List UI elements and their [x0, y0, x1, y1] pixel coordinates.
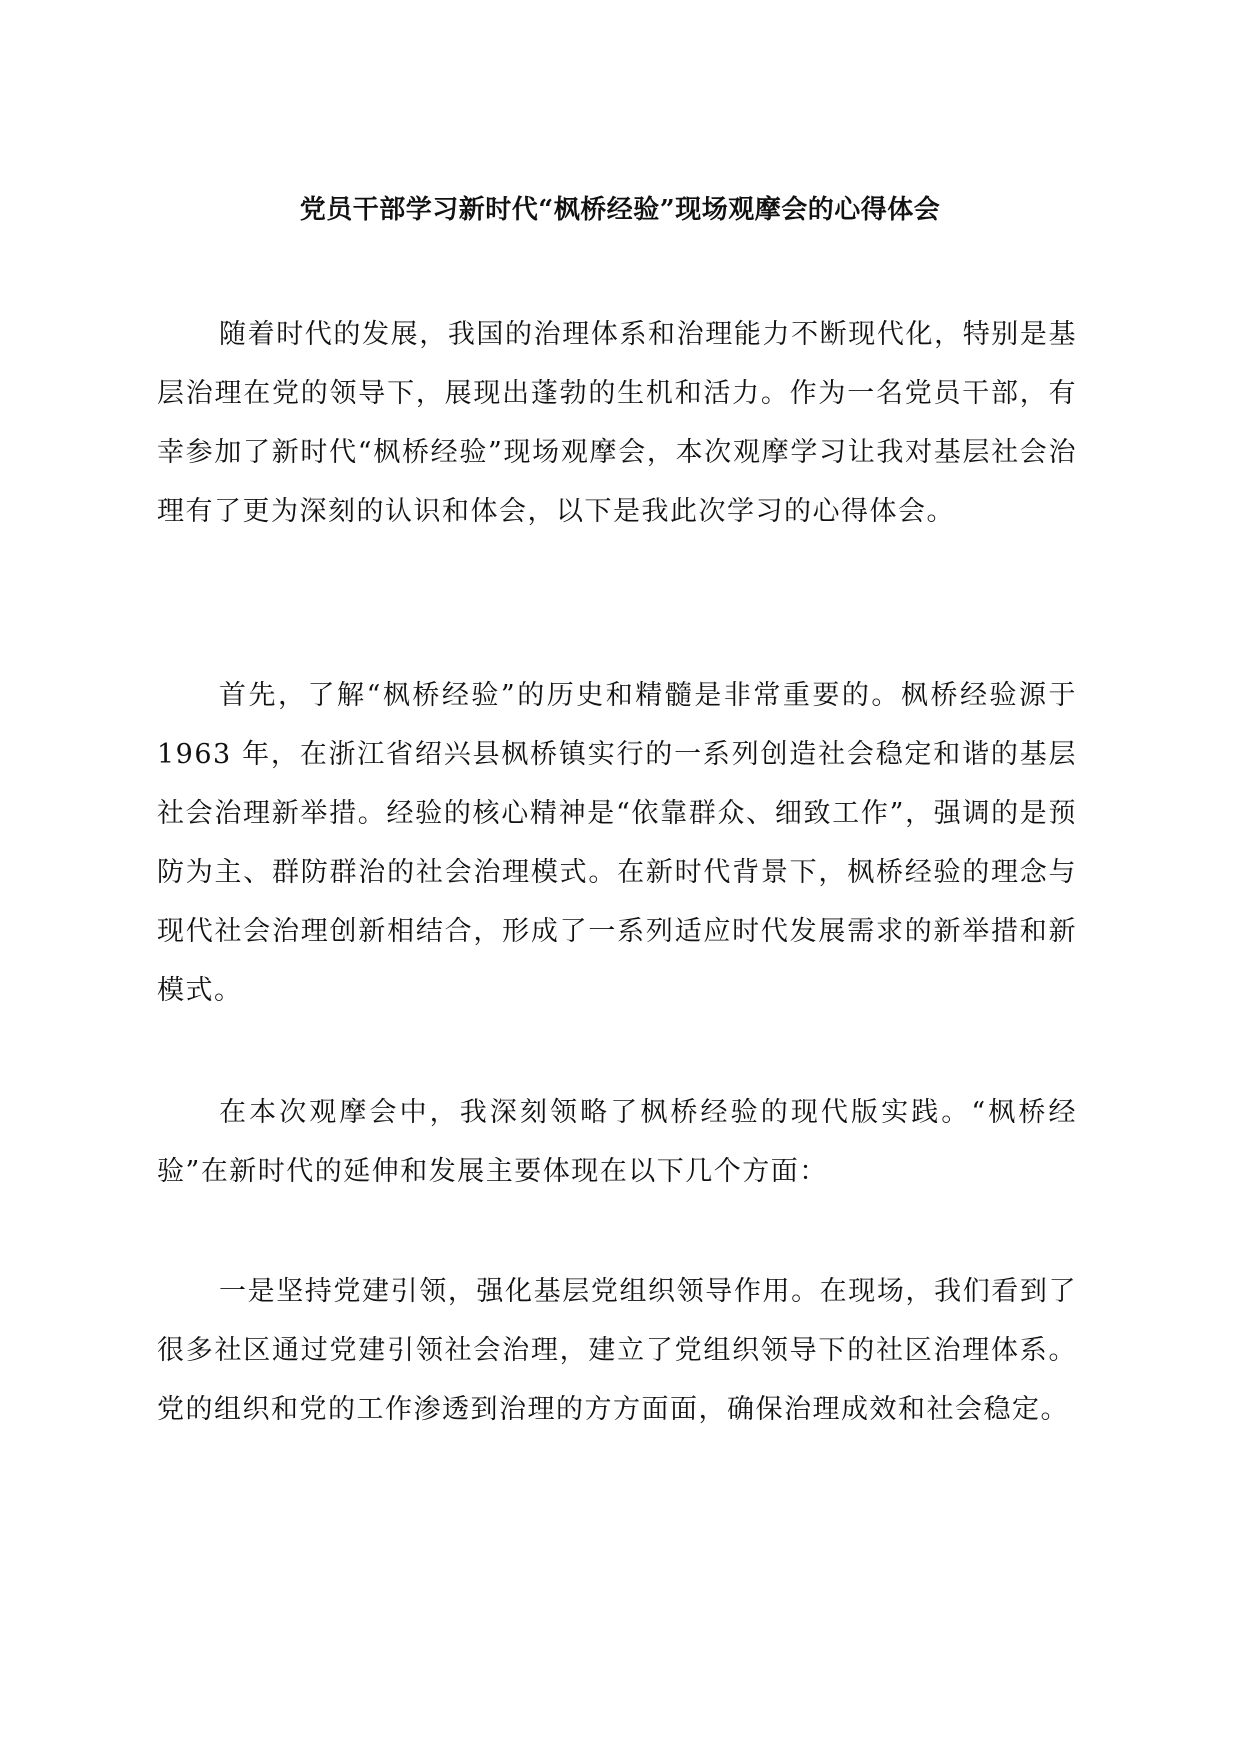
document-title: 党员干部学习新时代“枫桥经验”现场观摩会的心得体会	[299, 195, 941, 225]
paragraph-intro: 随着时代的发展，我国的治理体系和治理能力不断现代化，特别是基层治理在党的领导下，展现出蓬勃的生机和活力。作为一名党员干部，有幸参加了新时代“枫桥经验”现场观摩会，本次观摩学习让我对基层社会治理有了更为深刻的认识和体会，以下是我此次学习的心得体会。	[157, 319, 1077, 527]
paragraph-point-one: 一是坚持党建引领，强化基层党组织领导作用。在现场，我们看到了很多社区通过党建引领社会治理，建立了党组织领导下的社区治理体系。党的组织和党的工作渗透到治理的方方面面，确保治理成效和社会稳定。	[157, 1276, 1077, 1425]
paragraph-history: 首先，了解“枫桥经验”的历史和精髓是非常重要的。枫桥经验源于 1963 年，在浙江省绍兴县枫桥镇实行的一系列创造社会稳定和谐的基层社会治理新举措。经验的核心精神是“依靠群众、细致工作”，强调的是预防为主、群防群治的社会治理模式。在新时代背景下，枫桥经验的理念与现代社会治理创新相结合，形成了一系列适应时代发展需求的新举措和新模式。	[157, 680, 1077, 1006]
paragraph-practice: 在本次观摩会中，我深刻领略了枫桥经验的现代版实践。“枫桥经验”在新时代的延伸和发展主要体现在以下几个方面：	[157, 1097, 1077, 1187]
